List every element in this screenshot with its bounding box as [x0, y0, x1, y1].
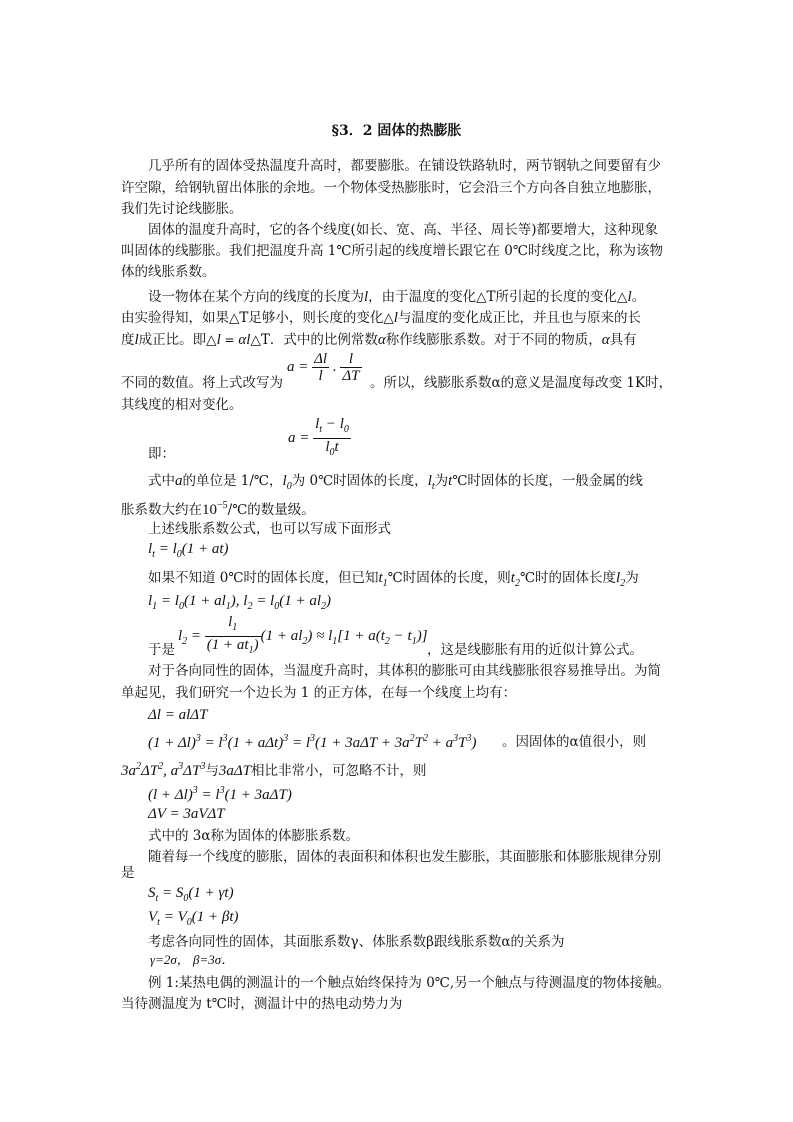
- paragraph-5: 上述线胀系数公式，也可以写成下面形式: [148, 521, 391, 537]
- paragraph-2-line-1: 固体的温度升高时，它的各个线度(如长、宽、高、半径、周长等)都要增大，这种现象: [148, 222, 659, 238]
- paragraph-6: 如果不知道 0℃时的固体长度，但已知$t_1℃$时固体的长度，则$t_2℃$时的固体长度$l_2$为: [148, 570, 639, 589]
- math-l-eq-alpha-l: l: [216, 332, 221, 348]
- paragraph-7-tail: ，这是线膨胀有用的近似计算公式。: [427, 642, 643, 658]
- paragraph-1-line-3: 我们先讨论线膨胀。: [121, 201, 243, 217]
- paragraph-1-line-2: 许空隙，给钢轨留出体胀的余地。一个物体受热膨胀时，它会沿三个方向各自独立地膨胀，: [121, 180, 661, 196]
- paragraph-9-tail: 。因固体的α值很小，则: [502, 734, 647, 750]
- label-yushi: 于是: [148, 642, 175, 658]
- paragraph-8-line-1: 对于各向同性的固体，当温度升高时，其体积的膨胀可由其线膨胀很容易推导出。为简: [148, 663, 661, 679]
- paragraph-11-line-2: 是: [121, 865, 135, 881]
- paragraph-11-line-1: 随着每一个线度的膨胀，固体的表面积和体积也发生膨胀，其面膨胀和体膨胀规律分别: [148, 849, 661, 865]
- formula-cube-expansion: $(1 + \Delta l)^3 = l^3(1 + a\Delta t)^3 = l^3(1 + 3a\Delta T + 3a^2T^2 + a^3T^3)$: [148, 733, 477, 751]
- formula-gamma-beta: γ=2σ， β=3σ．: [150, 952, 235, 967]
- section-title: §3．2 固体的热膨胀: [331, 123, 462, 139]
- formula-alpha-rewrite: a = $\frac{\Delta l}{l}$ . $\frac{l}{\Delta T}$: [287, 351, 360, 384]
- math-l: l: [134, 332, 139, 348]
- formula-delta-l: Δl = alΔT: [148, 707, 208, 723]
- paragraph-10: 式中的 3α称为固体的体膨胀系数。: [148, 828, 359, 844]
- math-alpha: α: [601, 332, 610, 348]
- formula-surface: $S_t = S_0(1 + \gamma t)$: [148, 885, 234, 904]
- formula-l1-l2: $l_1 = l_0(1 + al_1)$, $l_2 = l_0(1 + al_2)$: [148, 593, 332, 612]
- formula-volume: $V_t = V_0(1 + \beta t)$: [148, 909, 239, 928]
- example-1-line-2: 当待测温度为 t℃时，测温计中的热电动势力为: [121, 996, 403, 1012]
- paragraph-3-line-4-lead: 不同的数值。将上式改写为: [121, 375, 283, 391]
- formula-delta-v: ΔV = 3aVΔT: [148, 806, 225, 822]
- math-alpha: α: [377, 332, 386, 348]
- paragraph-3-line-4-tail: 。所以，线膨胀系数α的意义是温度每改变 1K时，: [370, 375, 673, 391]
- label-ji: 即：: [148, 446, 175, 462]
- paragraph-3-line-5: 其线度的相对变化。: [121, 397, 243, 413]
- paragraph-2-line-2: 叫固体的线膨胀。我们把温度升高 1℃所引起的线度增长跟它在 0℃时线度之比，称为该物: [121, 243, 663, 259]
- math-l: l: [364, 289, 369, 305]
- paragraph-12: 考虑各向同性的固体，其面胀系数γ、体胀系数β跟线胀系数α的关系为: [148, 934, 565, 950]
- example-1-line-1: 例 1:某热电偶的测温计的一个触点始终保持为 0℃,另一个触点与待测温度的物体接触。: [148, 975, 671, 991]
- paragraph-3-line-3: 度l成正比。即△l = αl△T．式中的比例常数α称作线膨胀系数。对于不同的物质，α具有: [121, 332, 637, 348]
- formula-lt: $l_t = l_0(1 + at)$: [148, 541, 229, 560]
- paragraph-4-line-1: 式中a的单位是 1/℃，$l_0$为 0℃时固体的长度，$l_t$为t℃时固体的长度，一般金属的线: [148, 473, 643, 492]
- formula-approx: $l_2$ = $\frac{l_1}{(1 + at_1)}$ $(1 + al_2) \approx l_1[1 + a(t_2 - t_1)]$: [178, 614, 428, 656]
- paragraph-9-compare: $3a^2\Delta T^2$, $a^3\Delta T^3$与3aΔT相比非常小，可忽略不计，则: [121, 761, 427, 779]
- formula-alpha-definition: a = $\frac{l_t - l_0}{l_0t}$: [288, 416, 349, 458]
- math-l: l: [627, 289, 632, 305]
- formula-cube-approx: $(l + \Delta l)^3 = l^3(1 + 3a\Delta T)$: [148, 785, 292, 803]
- paragraph-2-line-3: 体的线胀系数。: [121, 264, 216, 280]
- paragraph-3-line-1: 设一物体在某个方向的线度的长度为l，由于温度的变化△T所引起的长度的变化△l。: [148, 289, 646, 305]
- paragraph-1-line-1: 几乎所有的固体受热温度升高时，都要膨胀。在铺设铁路轨时，两节钢轨之间要留有少: [148, 158, 661, 174]
- paragraph-3-line-2: 由实验得知，如果△T足够小，则长度的变化△l与温度的变化成正比，并且也与原来的长: [121, 310, 641, 326]
- math-l: l: [393, 310, 398, 326]
- paragraph-8-line-2: 单起见，我们研究一个边长为 1 的正方体，在每一个线度上均有：: [121, 685, 517, 701]
- paragraph-4-line-2: 胀系数大约在$10^{-5}/℃$的数量级。: [121, 500, 315, 518]
